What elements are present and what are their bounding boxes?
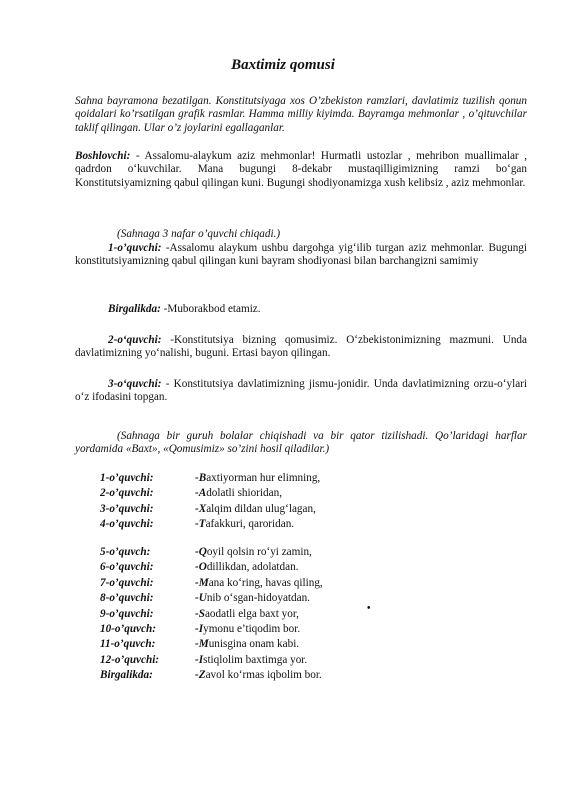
acrostic-initial: -I (195, 622, 204, 635)
reader1-paragraph (75, 242, 527, 269)
acrostic-initial: -M (195, 576, 209, 589)
stray-ink-mark: • (367, 603, 371, 614)
poem-speaker: 7-o’quvchi: (100, 576, 154, 589)
poem-line (100, 669, 500, 684)
poem-text: unisgina onam kabi. (208, 638, 300, 651)
host-speaker: Boshlovchi: (75, 150, 131, 162)
acrostic-initial: -Z (195, 669, 206, 682)
poem-line (100, 487, 500, 502)
acrostic-initial: -U (195, 592, 207, 605)
acrostic-initial: -Q (195, 546, 207, 558)
acrostic-initial: -I (195, 653, 204, 666)
poem-speaker: 5-o’quvch: (100, 546, 151, 558)
poem-speaker: 1-o’quvchi: (100, 472, 154, 484)
intro-paragraph: Sahna bayramona bezatilgan. Konstitutsiyaga xos O’zbekiston ramzlari, davlatimiz tuzilish qonun qoidalari ko’rsatilgan grafik rasmlar. Hamma milliy kiyimda. Bayramga mehmonlar , o’qituvchilar taklif qilingan. Ular o’z joylarini egallaganlar. (75, 95, 527, 134)
reader1-text: -Assalomu alaykum ushbu dargohga yig‘ilib turgan aziz mehmonlar. Bugungi konstitutsiyamizning qabul qilingan kuni bayram shodiyonasi bilan barchangizni samimiy (75, 242, 527, 268)
poem-speaker: 6-o’quvchi: (100, 561, 154, 574)
poem-text: ymonu e’tiqodim bor. (203, 622, 301, 635)
poem-text: stiqlolim baxtimga yor. (203, 653, 308, 666)
poem-speaker: 10-o’quvch: (100, 622, 156, 635)
host-paragraph (75, 150, 527, 190)
poem-line (100, 608, 500, 623)
poem-stanza-2 (100, 546, 500, 685)
poem-text: nib o‘sgan-hidoyatdan. (206, 592, 310, 605)
poem-text: ana ko‘ring, havas qiling, (208, 576, 323, 589)
poem-line (100, 577, 500, 592)
poem-speaker: 4-o’quvchi: (100, 518, 154, 531)
poem-text: dolatli shioridan, (206, 487, 283, 500)
poem-line (100, 592, 500, 607)
poem-text: alqim dildan ulug‘lagan, (206, 502, 316, 515)
poem-line (100, 638, 500, 653)
host-text: - Assalomu-alaykum aziz mehmonlar! Hurmatli ustozlar , mehribon muallimalar , qadrdon o‘kuvchilar. Mana bugungi 8-dekabr mustaqilligimizning ramzi bo‘gan Konstitutsiyamizning qabul qilingan kuni. Bugungi shodiyonamizga xush kelibsiz , aziz mehmonlar. (75, 150, 527, 189)
stage-direction-1: (Sahnaga 3 nafar o’quvchi chiqadi.) (117, 228, 281, 240)
reader3-paragraph (75, 378, 527, 405)
acrostic-initial: -S (195, 607, 205, 620)
poem-speaker: 8-o’quvchi: (100, 592, 154, 605)
acrostic-initial: -O (195, 561, 207, 574)
poem-line (100, 561, 500, 576)
together1-text: -Muborakbod etamiz. (160, 303, 261, 315)
acrostic-initial: -B (195, 472, 207, 484)
reader3-speaker: 3-o‘quvchi: (108, 378, 162, 390)
together1-paragraph (75, 303, 527, 316)
poem-speaker: 12-o’quvchi: (100, 653, 160, 666)
poem-text: avol ko‘rmas iqbolim bor. (205, 669, 322, 682)
reader2-paragraph (75, 334, 527, 361)
poem-line (100, 623, 500, 638)
acrostic-initial: -T (195, 518, 206, 531)
poem-speaker: Birgalikda: (100, 669, 153, 682)
poem-text: oyil qolsin ro‘yi zamin, (206, 546, 312, 558)
reader2-speaker: 2-o‘quvchi: (108, 334, 162, 346)
poem-line (100, 654, 500, 669)
poem-speaker: 3-o’quvchi: (100, 502, 154, 515)
poem-text: dillikdan, adolatdan. (206, 561, 299, 574)
stage-direction-2: (Sahnaga bir guruh bolalar chiqishadi va bir qator tizilishadi. Qo’laridagi harflar yordamida «Baxt», «Qomusimiz» so’zini hosil qiladilar.) (75, 430, 527, 456)
poem-text: afakkuri, qaroridan. (205, 518, 295, 531)
poem-text: aodatli elga baxt yor, (204, 607, 299, 620)
poem-stanza-1 (100, 472, 500, 534)
poem-line (100, 546, 500, 561)
reader1-speaker: 1-o’quvchi: (108, 242, 162, 254)
document-title: Baxtimiz qomusi (231, 57, 335, 73)
poem-line (100, 503, 500, 518)
poem-speaker: 9-o’quvchi: (100, 607, 154, 620)
acrostic-initial: -A (195, 487, 207, 500)
together1-speaker: Birgalikda: (108, 303, 161, 315)
reader2-text: -Konstitutsiya bizning qomusimiz. O‘zbekistonimizning mazmuni. Unda davlatimizning yo‘nalishi, buguni. Ertasi bayon qilingan. (75, 334, 527, 360)
poem-text: axtiyorman hur elimning, (206, 472, 321, 484)
acrostic-initial: -M (195, 638, 209, 651)
poem-line (100, 472, 500, 487)
poem-speaker: 2-o’quvchi: (100, 487, 154, 500)
poem-line (100, 518, 500, 533)
poem-speaker: 11-o’quvch: (100, 638, 156, 651)
acrostic-initial: -X (195, 502, 207, 515)
reader3-text: - Konstitutsiya davlatimizning jismu-jonidir. Unda davlatimizning orzu-o‘ylari o‘z ifodasini topgan. (75, 378, 527, 404)
